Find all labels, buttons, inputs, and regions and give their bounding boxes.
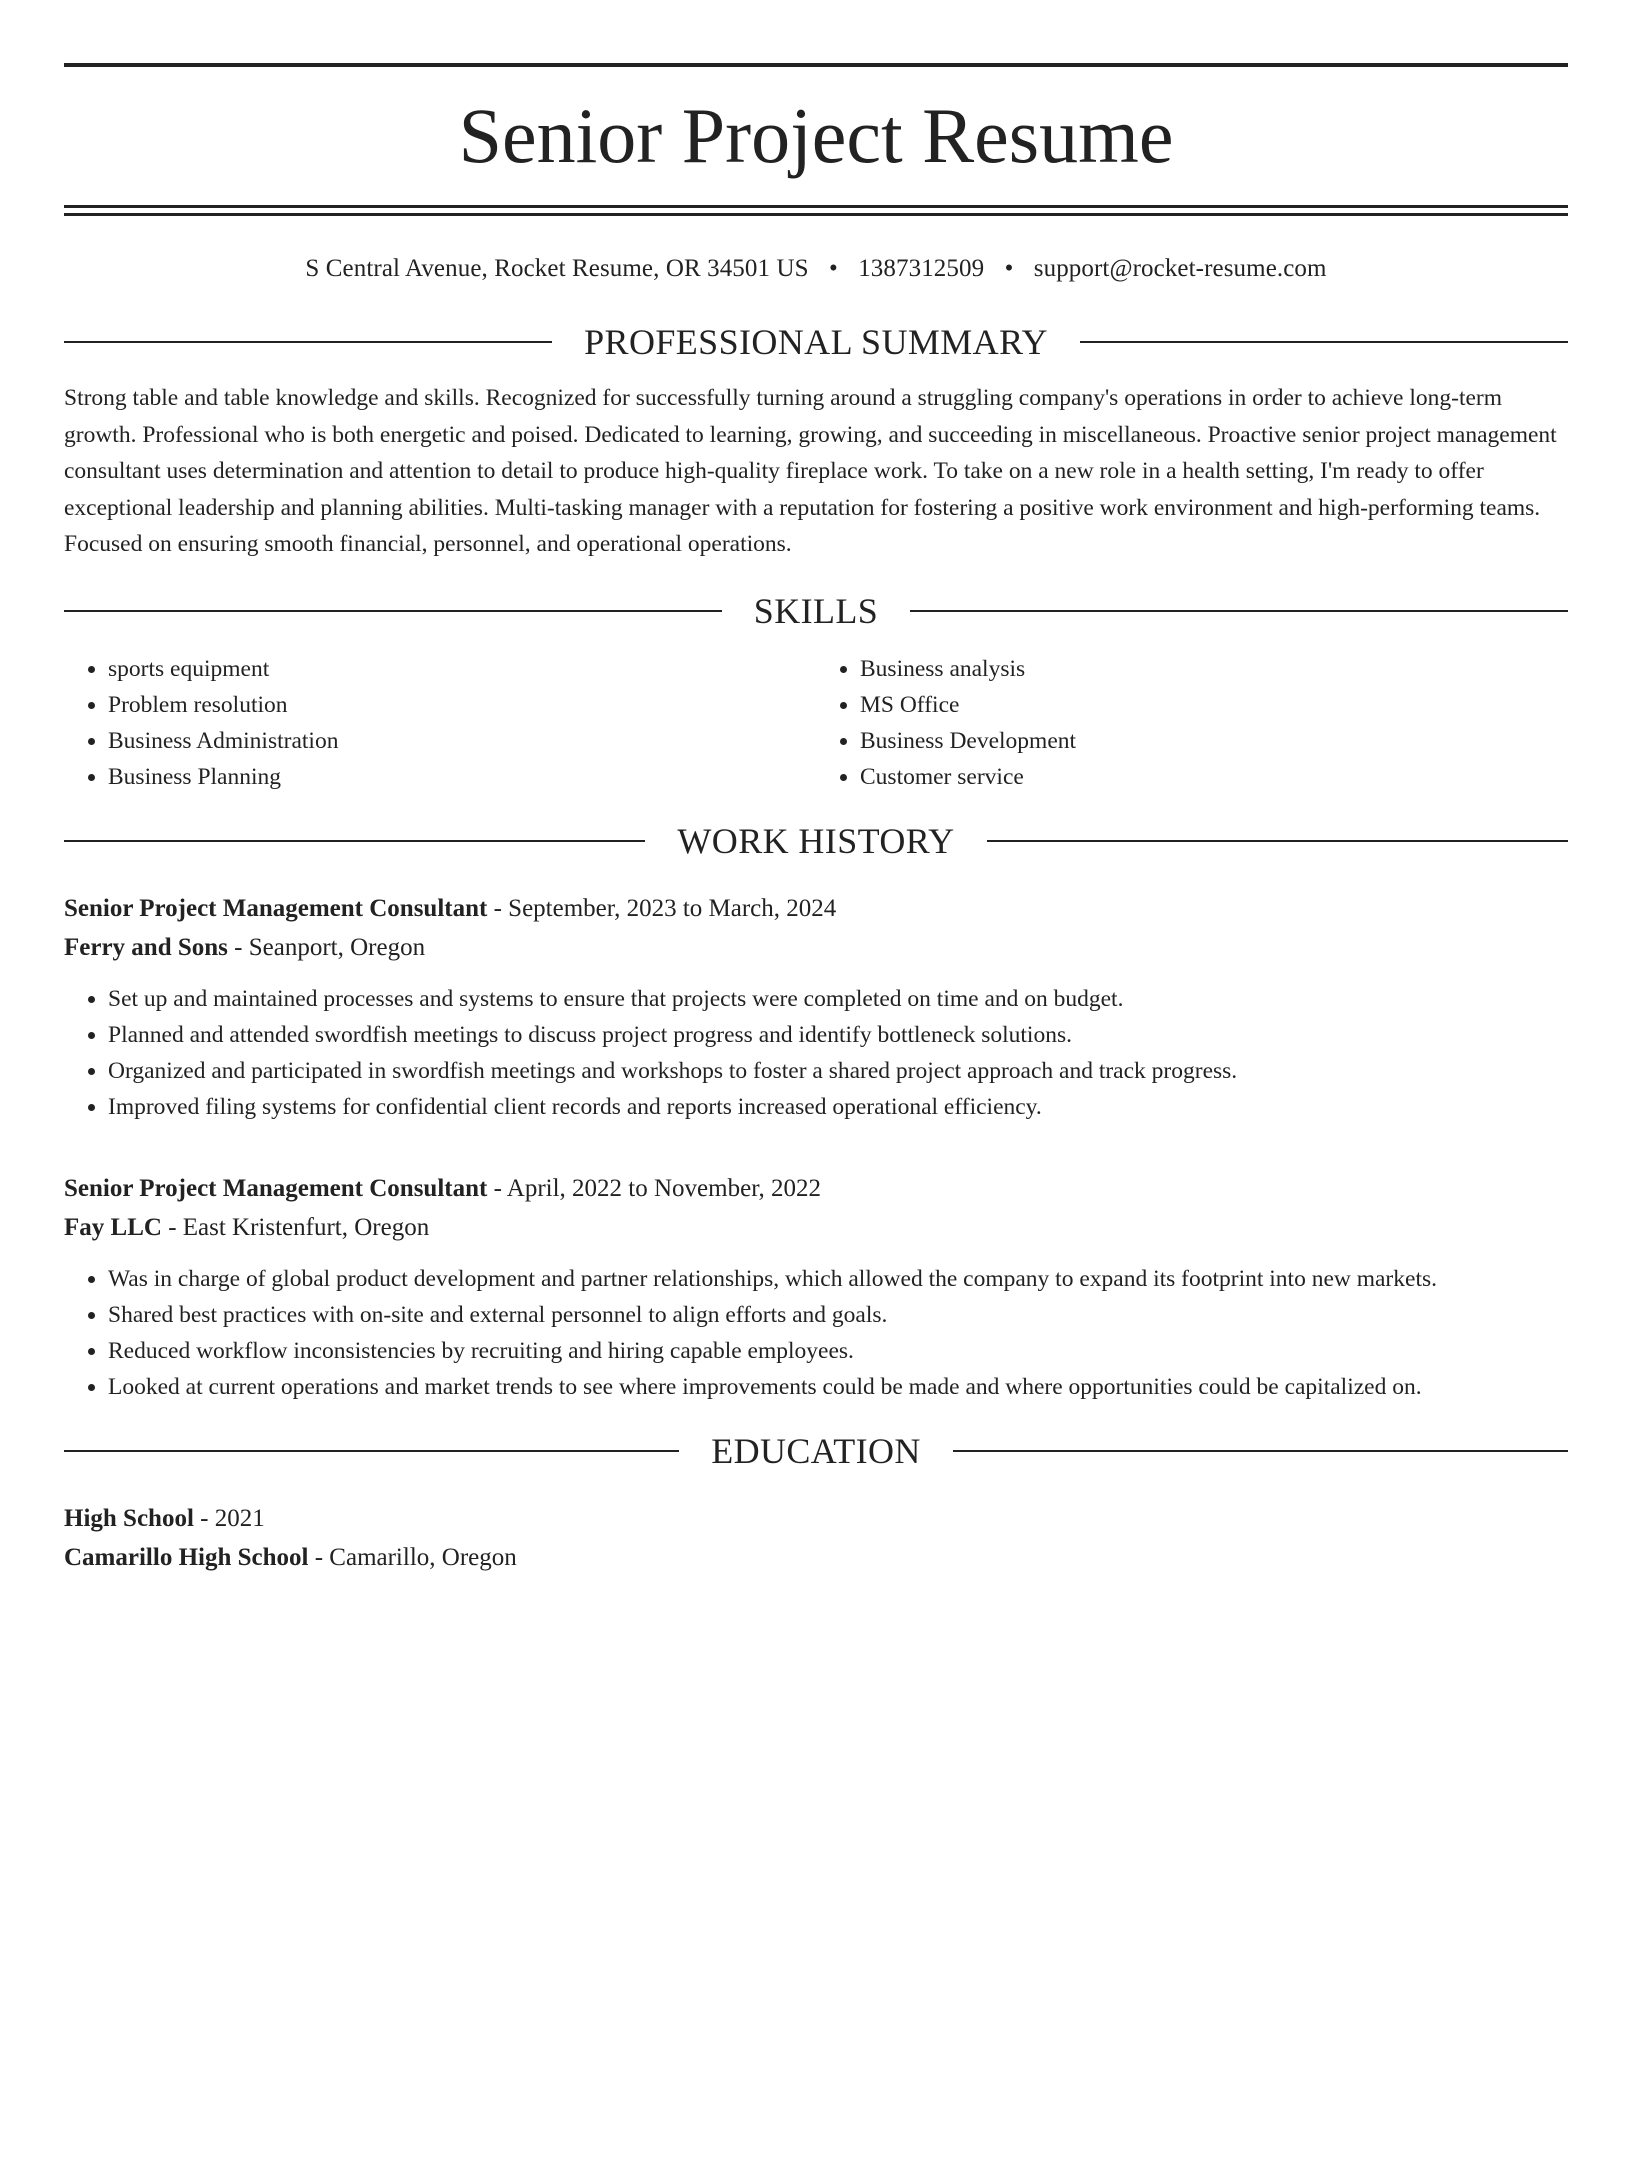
- education-entry: [64, 1499, 1568, 1577]
- job-bullets: [64, 981, 1568, 1125]
- contact-phone: 1387312509: [858, 255, 985, 282]
- education-degree-line: [64, 1499, 1568, 1538]
- heading-rule-left: [64, 341, 552, 343]
- job-company-line: [64, 928, 1568, 967]
- job-bullet: • Shared best practices with on-site and external personnel to align efforts and goals.: [108, 1297, 1568, 1333]
- work-heading-label: WORK HISTORY: [677, 820, 955, 861]
- skills-column-left: [64, 651, 816, 795]
- heading-rule-right: [1080, 341, 1568, 343]
- job-dates: - September, 2023 to March, 2024: [487, 894, 837, 922]
- skills-heading-label: SKILLS: [753, 590, 879, 631]
- skill-item: • Business Development: [860, 723, 1568, 759]
- education-year: - 2021: [193, 1504, 265, 1532]
- job-bullets: [64, 1261, 1568, 1405]
- skills-column-right: [816, 651, 1568, 795]
- job-bullet: • Reduced workflow inconsistencies by recruiting and hiring capable employees.: [108, 1333, 1568, 1369]
- skill-item: • Business analysis: [860, 651, 1568, 687]
- skill-item: • sports equipment: [108, 651, 816, 687]
- summary-text: Strong table and table knowledge and skills. Recognized for successfully turning around a struggling company's operations in order to achieve long-term growth. Professional who is both energetic and poised. Dedicated to learning, growing, and succeeding in miscellaneous. Proactive senior project management consultant uses determination and attention to detail to produce high-quality fireplace work. To take on a new role in a health setting, I'm ready to offer exceptional leadership and planning abilities. Multi-tasking manager with a reputation for fostering a positive work environment and high-performing teams. Focused on ensuring smooth financial, personnel, and operational operations.: [64, 385, 1557, 557]
- skill-item: • Problem resolution: [108, 687, 816, 723]
- job-location: - East Kristenfurt, Oregon: [161, 1213, 430, 1241]
- education-heading-label: EDUCATION: [711, 1430, 921, 1471]
- job-bullet: • Organized and participated in swordfish meetings and workshops to foster a shared project approach and track progress.: [108, 1053, 1568, 1089]
- skill-item: • Business Administration: [108, 723, 816, 759]
- heading-rule-right: [987, 840, 1568, 842]
- skill-item: • Business Planning: [108, 759, 816, 795]
- job-title: Senior Project Management Consultant: [64, 1174, 488, 1202]
- job-bullet: • Set up and maintained processes and systems to ensure that projects were completed on time and on budget.: [108, 981, 1568, 1017]
- job-entry: [64, 889, 1568, 1125]
- job-company: Fay LLC: [64, 1213, 162, 1241]
- work-section-heading: [64, 821, 1568, 861]
- job-dates: - April, 2022 to November, 2022: [487, 1174, 822, 1202]
- contact-address: S Central Avenue, Rocket Resume, OR 34501 US: [305, 255, 809, 282]
- job-bullet: • Was in charge of global product development and partner relationships, which allowed the company to expand its footprint into new markets.: [108, 1261, 1568, 1297]
- job-location: - Seanport, Oregon: [227, 933, 426, 961]
- job-title-line: [64, 1169, 1568, 1208]
- job-title-line: [64, 889, 1568, 928]
- skills-section-heading: [64, 591, 1568, 631]
- skills-list: [64, 651, 1568, 795]
- education-degree: High School: [64, 1504, 194, 1532]
- resume-page: [0, 63, 1632, 2175]
- job-bullet: • Looked at current operations and market trends to see where improvements could be made and where opportunities could be capitalized on.: [108, 1369, 1568, 1405]
- job-bullet: • Improved filing systems for confidential client records and reports increased operational efficiency.: [108, 1089, 1568, 1125]
- summary-heading-label: PROFESSIONAL SUMMARY: [584, 322, 1048, 362]
- education-school: Camarillo High School: [64, 1543, 309, 1571]
- heading-rule-left: [64, 840, 645, 842]
- contact-separator: •: [828, 255, 838, 282]
- resume-title: Senior Project Resume: [458, 92, 1174, 179]
- education-school-line: [64, 1538, 1568, 1577]
- summary-section-heading: [64, 322, 1568, 362]
- education-section-heading: [64, 1431, 1568, 1471]
- heading-rule-left: [64, 1450, 679, 1452]
- title-double-rule: [64, 205, 1568, 216]
- heading-rule-left: [64, 610, 722, 612]
- skill-item: • MS Office: [860, 687, 1568, 723]
- contact-line: [64, 254, 1568, 284]
- job-title: Senior Project Management Consultant: [64, 894, 488, 922]
- job-bullet: • Planned and attended swordfish meetings to discuss project progress and identify bottleneck solutions.: [108, 1017, 1568, 1053]
- job-company-line: [64, 1208, 1568, 1247]
- job-entry: [64, 1169, 1568, 1405]
- heading-rule-right: [910, 610, 1568, 612]
- education-location: - Camarillo, Oregon: [308, 1543, 517, 1571]
- job-company: Ferry and Sons: [64, 933, 228, 961]
- heading-rule-right: [953, 1450, 1568, 1452]
- contact-email: support@rocket-resume.com: [1033, 255, 1327, 282]
- skill-item: • Customer service: [860, 759, 1568, 795]
- top-rule: [64, 63, 1568, 67]
- contact-separator: •: [1004, 255, 1014, 282]
